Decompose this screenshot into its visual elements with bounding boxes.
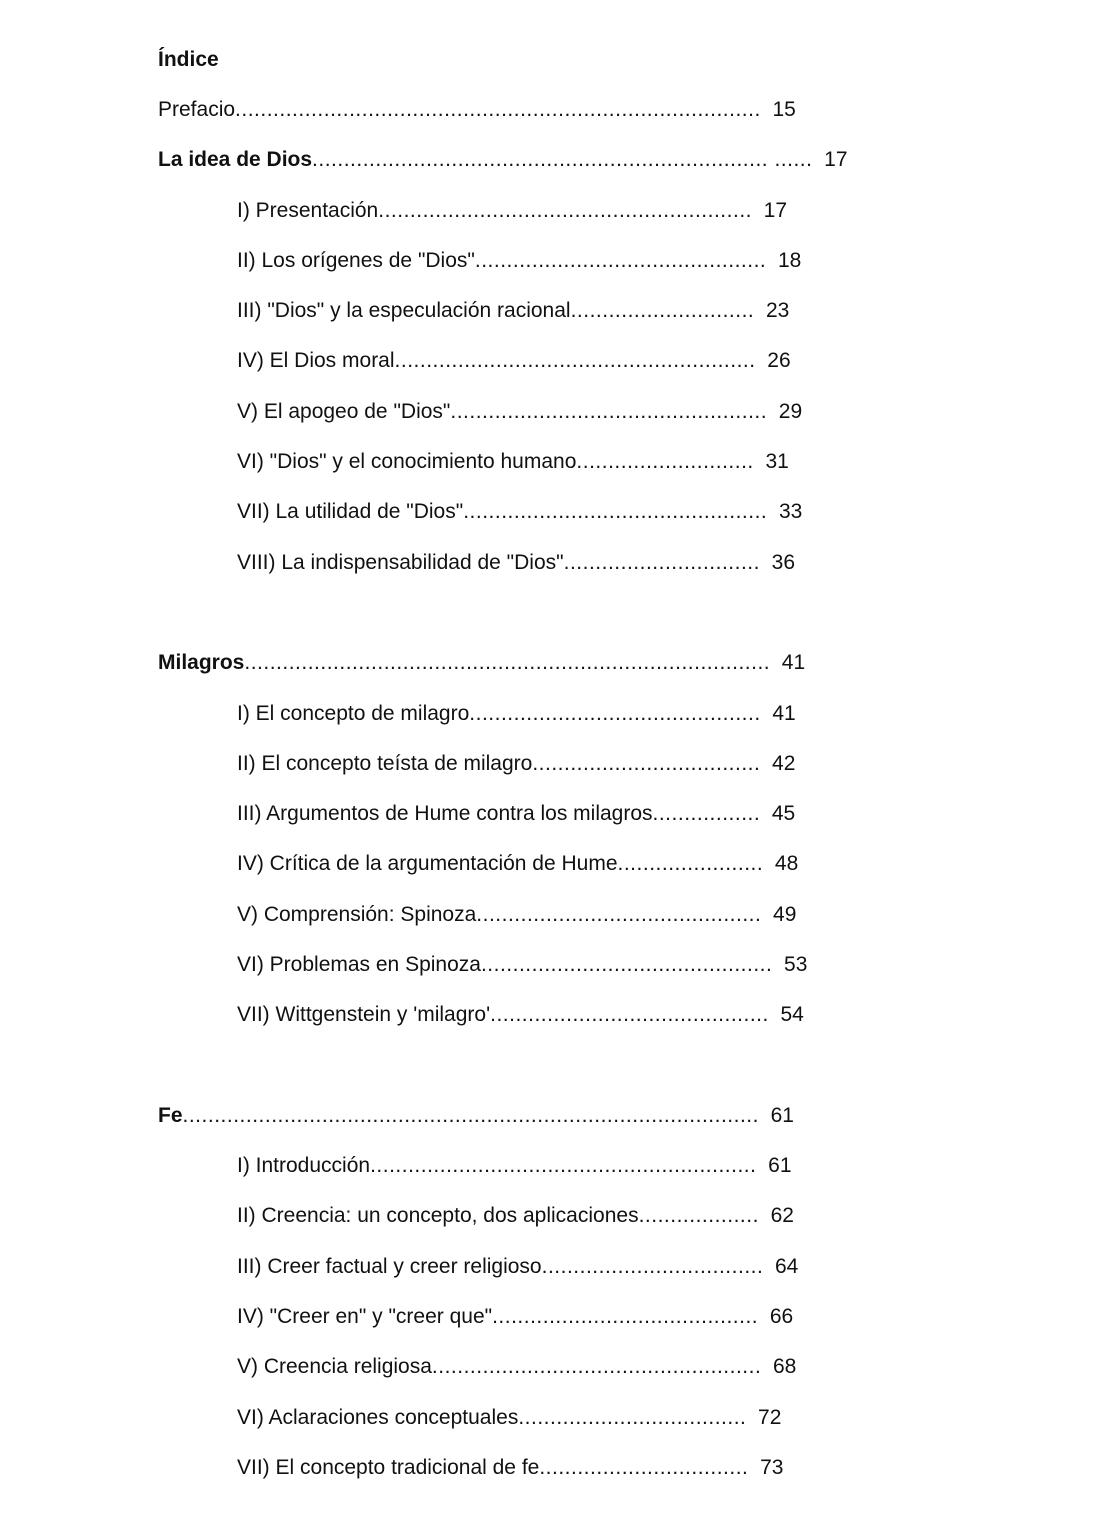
toc-entry-page: 61 [770,1104,794,1127]
toc-entry [237,1353,796,1381]
toc-entry-label: I) Introducción [237,1154,371,1177]
toc-entry-page: 17 [824,148,848,171]
toc-entry-leader: .............................................. [480,953,773,976]
toc-entry-label: V) El apogeo de "Dios" [237,400,451,423]
toc-entry-label: IV) "Creer en" y "creer que" [237,1305,493,1328]
toc-entry-label: VI) "Dios" y el conocimiento humano [237,450,577,473]
toc-entry-page: 23 [765,299,790,322]
toc-entry [237,901,796,929]
toc-entry [237,247,801,275]
toc-entry-leader: ................................... [541,1255,764,1278]
toc-entry-page: 42 [772,752,796,775]
toc-entry [237,1152,792,1180]
toc-entry-leader: ............................. [570,299,755,322]
toc-entry-leader: .................................................. [450,400,768,423]
toc-entry-page: 15 [772,98,796,121]
toc-entry-page: 26 [767,349,791,372]
toc-entry [237,800,795,828]
toc-entry-label: VII) La utilidad de "Dios" [237,500,464,523]
toc-entry-label: V) Creencia religiosa [237,1355,432,1378]
toc-entry-page: 62 [770,1204,794,1227]
toc-entry-leader: ................................................................................... [244,651,771,674]
toc-entry-leader: ........................................................................ ...... [312,148,813,171]
toc-entry [237,700,796,728]
toc-entry-page: 41 [772,702,796,725]
toc-entry-leader: ............................................. [476,903,762,926]
toc-entry-label: VII) Wittgenstein y 'milagro' [237,1003,491,1026]
toc-entry-leader: .................................... [532,752,761,775]
toc-entry [237,347,791,375]
toc-entry-leader: ................. [652,802,761,825]
toc-entry-label: La idea de Dios [158,148,313,171]
toc-entry-page: 36 [771,551,796,574]
toc-entry-label: II) Los orígenes de "Dios" [237,249,475,272]
toc-entry [158,1102,794,1130]
toc-entry-label: Prefacio [158,98,236,121]
toc-entry-leader: ....................... [617,852,764,875]
toc-entry-label: VIII) La indispensabilidad de "Dios" [237,551,564,574]
toc-entry-page: 17 [763,199,788,222]
toc-entry-page: 29 [778,400,803,423]
toc-entry [237,398,802,426]
toc-entry-label: VI) Problemas en Spinoza [237,953,481,976]
toc-entry [237,1303,793,1331]
toc-entry [237,498,802,526]
toc-entry-leader: .......................................... [492,1305,759,1328]
toc-entry [158,96,796,124]
toc-entry-label: II) El concepto teísta de milagro [237,752,533,775]
toc-entry-page: 73 [760,1456,784,1479]
toc-entry-page: 66 [769,1305,794,1328]
toc-entry-leader: ................................................ [463,500,768,523]
toc-entry [237,1001,804,1029]
toc-entry-leader: .................................... [518,1406,747,1429]
toc-entry-label: IV) Crítica de la argumentación de Hume [237,852,618,875]
toc-entry-label: VI) Aclaraciones conceptuales [237,1406,519,1429]
toc-entry [237,1202,794,1230]
toc-entry-page: 68 [773,1355,797,1378]
toc-entry-page: 54 [780,1003,804,1026]
toc-entry-leader: ............................ [576,450,754,473]
toc-entry-page: 49 [773,903,797,926]
toc-entry [158,146,848,174]
toc-entry-leader: ......................................................... [394,349,756,372]
toc-entry-label: I) Presentación [237,199,379,222]
toc-entry [237,951,807,979]
toc-entry-leader: ........................................................................................... [182,1104,759,1127]
toc-entry [237,750,795,778]
toc-entry [158,649,805,677]
toc-entry-leader: .............................................. [474,249,767,272]
toc-entry-leader: ............................... [563,551,760,574]
toc-entry-page: 72 [758,1406,782,1429]
toc-entry-page: 48 [774,852,799,875]
toc-entry-leader: ............................................................. [370,1154,757,1177]
toc-entry-leader: ............................................ [490,1003,769,1026]
toc-entry-page: 53 [784,953,808,976]
toc-entry [237,850,798,878]
toc-entry-page: 61 [768,1154,792,1177]
toc-entry-leader: ................................................................................... [235,98,761,121]
toc-entry-label: II) Creencia: un concepto, dos aplicaciones [237,1204,639,1227]
toc-entry-page: 33 [778,500,803,523]
toc-entry-leader: .............................................. [469,702,761,725]
toc-entry-label: Fe [158,1104,183,1127]
toc-entry [237,549,795,577]
toc-entry-label: III) Argumentos de Hume contra los milagros [237,802,653,825]
toc-entry-page: 31 [765,450,789,473]
toc-entry-label: III) Creer factual y creer religioso [237,1255,542,1278]
toc-entry-page: 64 [775,1255,799,1278]
toc-entry-label: III) "Dios" y la especulación racional [237,299,571,322]
toc-entry-leader: ................................. [539,1456,749,1479]
toc-entry [237,1454,783,1482]
toc-entry [237,448,789,476]
toc-entry-leader: ........................................................... [378,199,752,222]
toc-entry [237,1253,798,1281]
toc-entry-label: V) Comprensión: Spinoza [237,903,477,926]
toc-entry-page: 45 [771,802,796,825]
toc-entry-label: Milagros [158,651,245,674]
toc-entry-label: IV) El Dios moral [237,349,395,372]
toc-entry-page: 41 [781,651,806,674]
toc-entry [237,297,789,325]
toc-entry-label: I) El concepto de milagro [237,702,470,725]
toc-entry-leader: .................................................... [431,1355,762,1378]
toc-entry [237,1404,781,1432]
toc-entry-leader: ................... [638,1204,759,1227]
toc-entry [237,197,787,225]
toc-entry-label: VII) El concepto tradicional de fe [237,1456,540,1479]
toc-title: Índice [158,48,219,71]
toc-entry-page: 18 [777,249,802,272]
